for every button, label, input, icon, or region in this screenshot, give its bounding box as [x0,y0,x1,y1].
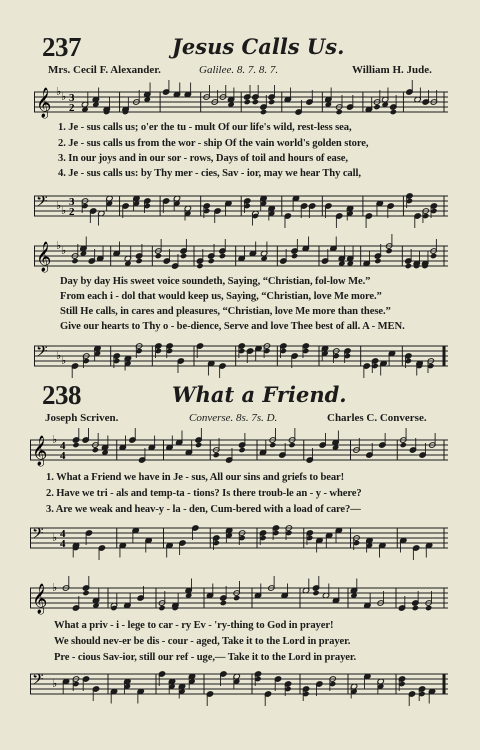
music-credit: Charles C. Converse. [327,412,427,424]
time-signature-top: 3 [69,92,75,104]
note-head [335,109,342,115]
music-system-bass [30,664,448,704]
note-head [390,109,397,115]
note-head [92,447,99,453]
treble-clef-icon: 𝄞 [36,242,52,272]
words-credit: Mrs. Cecil F. Alexander. [48,64,161,76]
note-head [195,442,202,448]
hymn-title: What a Friend. [172,382,347,407]
music-system-treble [34,236,448,276]
lyric-line: 4. Je - sus calls us: by Thy mer - cies, Sav - ior, may we hear Thy call, [58,168,361,179]
note-head [430,253,437,259]
lyric-line: 1. What a Friend we have in Je - sus, All our sins and griefs to bear! [46,472,345,483]
note-head [158,605,165,611]
lyric-line: Still He calls, in cares and pleasures, “Christian, love Me more than these.” [60,306,391,317]
note-head [208,258,215,264]
bass-clef-icon: 𝄢 [36,343,48,364]
music-system-treble [30,578,448,618]
note-head [312,590,319,596]
note-head [400,442,407,448]
flat-icon: ♭ [52,531,58,544]
hymn-number: 238 [42,380,81,410]
note-head [288,442,295,448]
note-head [233,595,240,601]
music-system-bass [34,186,448,226]
note-head [219,253,226,259]
note-head [405,263,412,269]
time-signature-bottom: 4 [60,450,66,462]
hymn-number: 237 [42,32,81,62]
note-head [220,600,227,606]
note-head [252,99,259,105]
note-head [135,258,142,264]
lyric-line: 3. Are we weak and heav-y - la - den, Cum-bered with a load of care?— [46,504,361,515]
bass-clef-icon: 𝄢 [32,525,44,546]
lyric-line: Give our hearts to Thy o - be-dience, Serve and love Thee best of all. A - MEN. [60,321,405,332]
note-head [268,99,275,105]
lyric-line: What a priv - i - lege to car - ry Ev - 'ry-thing to God in prayer! [54,620,334,631]
note-head [374,258,381,264]
treble-clef-icon: 𝄞 [32,436,48,466]
time-signature-bottom: 4 [60,538,66,550]
note-head [269,442,276,448]
hymn-title: Jesus Calls Us. [172,34,345,59]
note-head [238,447,245,453]
note-head [71,258,78,264]
lyric-line: 3. In our joys and in our sor - rows, Days of toil and hours of ease, [58,153,348,164]
flat-icon: ♭ [56,199,62,212]
note-head [425,605,432,611]
time-signature-top: 4 [60,440,66,452]
flat-icon: ♭ [61,244,67,257]
music-system-treble [30,430,448,470]
note-head [213,452,220,458]
lyric-line: 2. Je - sus calls us from the wor - ship Of the vain world's golden store, [58,138,369,149]
flat-icon: ♭ [61,204,67,217]
lyric-line: From each i - dol that would keep us, Saying, “Christian, love Me more.” [60,291,382,302]
note-head [291,253,298,259]
flat-icon: ♭ [56,85,62,98]
flat-icon: ♭ [52,677,58,690]
note-head [260,109,267,115]
time-signature-top: 3 [69,196,75,208]
lyric-line: 2. Have we tri - als and temp-ta - tions? Is there troub-le an - y - where? [46,488,362,499]
note-head [180,253,187,259]
music-system-bass [30,518,448,558]
flat-icon: ♭ [56,349,62,362]
time-signature-bottom: 2 [69,206,75,218]
flat-icon: ♭ [56,239,62,252]
flat-icon: ♭ [52,433,58,446]
bass-clef-icon: 𝄢 [36,193,48,214]
time-signature-bottom: 2 [69,102,75,114]
lyric-line: Pre - cious Sav-ior, still our ref - uge,— Take it to the Lord in prayer. [54,652,357,663]
note-head [373,104,380,110]
note-head [72,442,79,448]
tune-meter: Galilee. 8. 7. 8. 7. [199,64,279,76]
flat-icon: ♭ [61,354,67,367]
music-credit: William H. Jude. [352,64,432,76]
note-head [244,99,251,105]
music-system-bass [34,336,448,376]
lyric-line: 1. Je - sus calls us; o'er the tu - mult Of our life's wild, rest-less sea, [58,122,352,133]
note-head [155,253,162,259]
lyric-line: We should nev-er be dis - cour - aged, Take it to the Lord in prayer. [54,636,351,647]
tune-meter: Converse. 8s. 7s. D. [189,412,278,424]
note-head [196,263,203,269]
note-head [82,590,89,596]
flat-icon: ♭ [61,90,67,103]
music-system-treble [34,82,448,122]
time-signature-top: 4 [60,528,66,540]
bass-clef-icon: 𝄢 [32,671,44,692]
note-head [385,248,392,254]
treble-clef-icon: 𝄞 [32,584,48,614]
words-credit: Joseph Scriven. [45,412,119,424]
lyric-line: Day by day His sweet voice soundeth, Saying, “Christian, fol-low Me.” [60,276,371,287]
flat-icon: ♭ [52,581,58,594]
treble-clef-icon: 𝄞 [36,88,52,118]
note-head [412,605,419,611]
